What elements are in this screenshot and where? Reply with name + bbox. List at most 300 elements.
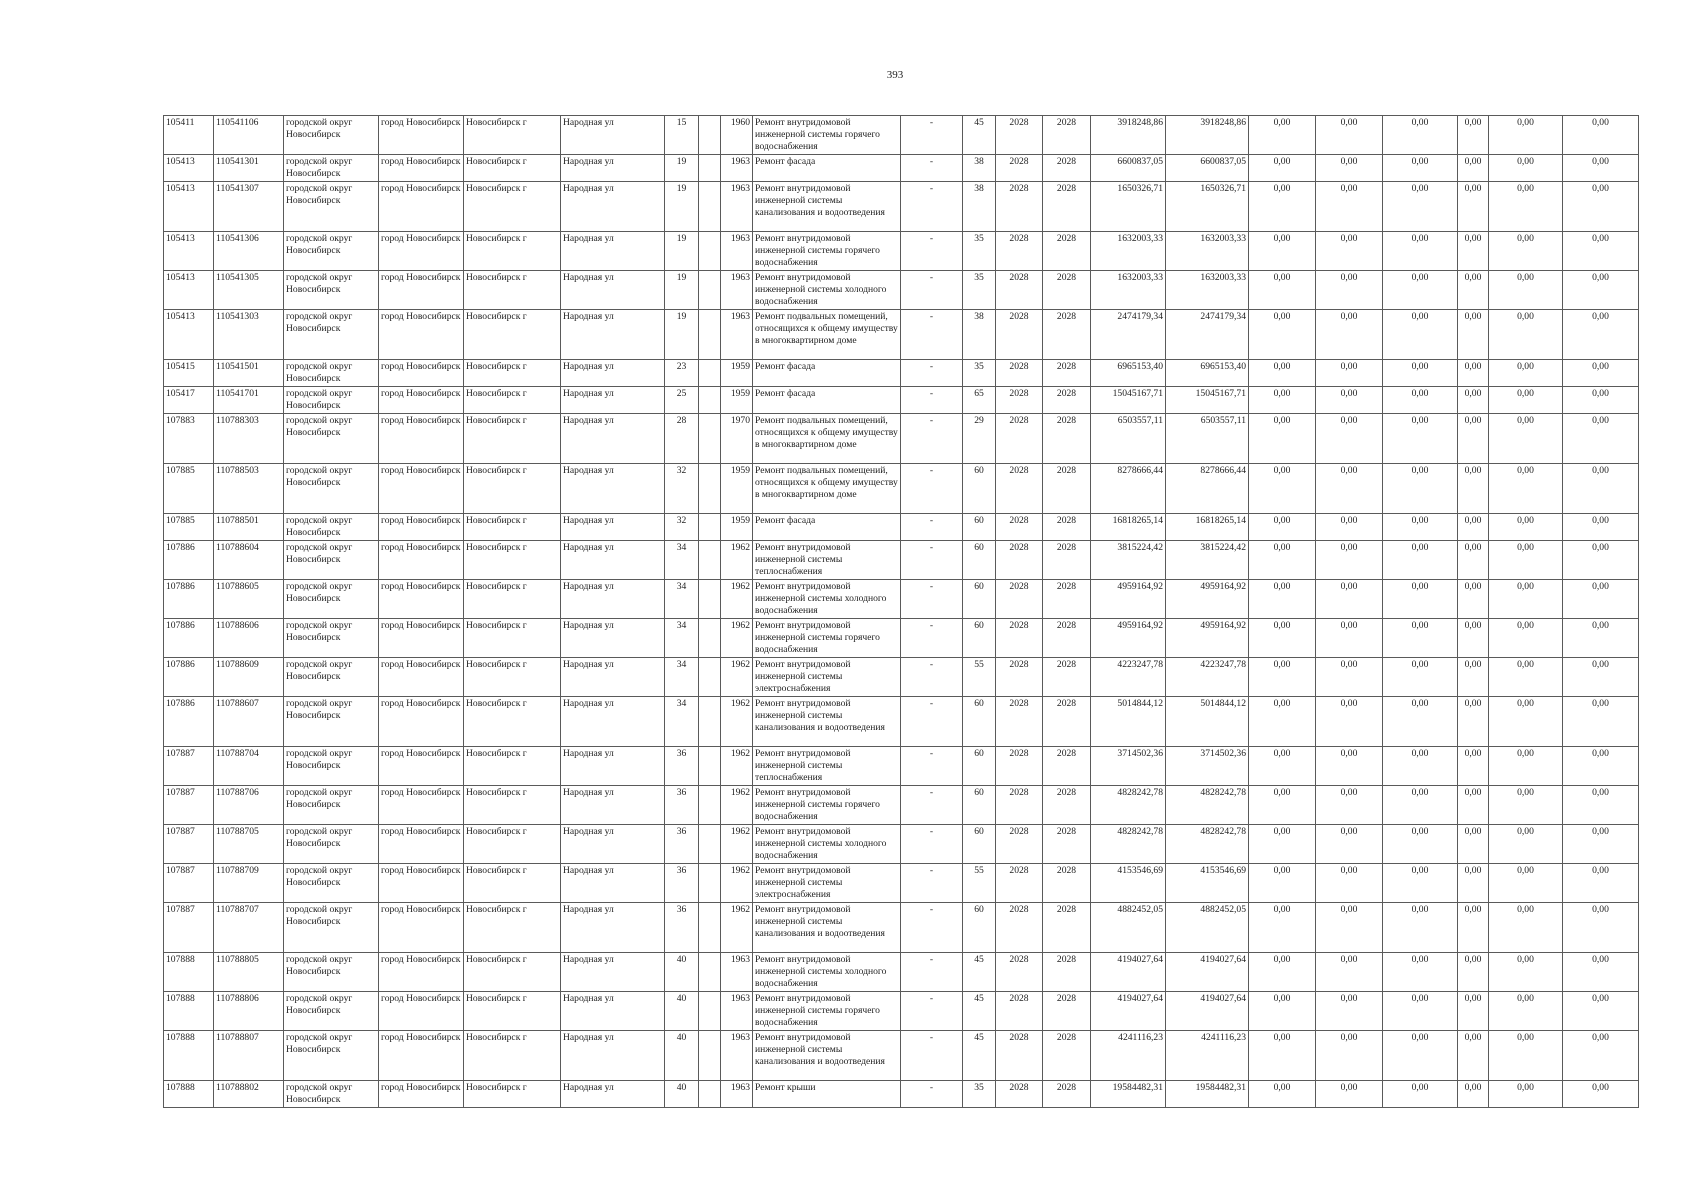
cell-budget-federal: 0,00 — [1249, 619, 1316, 658]
table-row — [164, 414, 1639, 464]
cell-municipal-district: городской округ Новосибирск — [284, 825, 379, 864]
cell-municipal-district: городской округ Новосибирск — [284, 541, 379, 580]
table-row — [164, 387, 1639, 414]
cell-housing — [699, 658, 721, 697]
cell-locality: Новосибирск г — [464, 786, 561, 825]
cell-housing — [699, 747, 721, 786]
cell-work-type: Ремонт внутридомовой инженерной системы горячего водоснабжения — [753, 116, 901, 155]
cell-budget-local: 0,00 — [1383, 992, 1458, 1031]
cell-plan-year-start: 2028 — [996, 825, 1043, 864]
cell-locality: Новосибирск г — [464, 514, 561, 541]
cell-settlement: город Новосибирск — [379, 580, 464, 619]
cell-other-source-b: 0,00 — [1563, 414, 1639, 464]
cell-plan-year-start: 2028 — [996, 864, 1043, 903]
cell-street: Народная ул — [561, 697, 665, 747]
cell-housing — [699, 464, 721, 514]
cell-other-source-b: 0,00 — [1563, 903, 1639, 953]
cell-plan-year-end: 2028 — [1043, 697, 1091, 747]
cell-locality: Новосибирск г — [464, 953, 561, 992]
cell-plan-year-end: 2028 — [1043, 953, 1091, 992]
cell-housing — [699, 514, 721, 541]
cell-wear-percent: 38 — [963, 310, 996, 360]
cell-program-id: 107887 — [164, 747, 214, 786]
cell-unit: - — [901, 1081, 963, 1108]
cell-municipal-district: городской округ Новосибирск — [284, 1031, 379, 1081]
cell-municipal-district: городской округ Новосибирск — [284, 414, 379, 464]
cell-work-id: 110541303 — [214, 310, 284, 360]
cell-other-source-b: 0,00 — [1563, 992, 1639, 1031]
cell-locality: Новосибирск г — [464, 360, 561, 387]
cell-locality: Новосибирск г — [464, 232, 561, 271]
cell-street: Народная ул — [561, 619, 665, 658]
cell-house-number: 34 — [665, 619, 699, 658]
cell-fund-cost: 4882452,05 — [1166, 903, 1249, 953]
cell-other-source-a: 0,00 — [1489, 514, 1563, 541]
cell-housing — [699, 232, 721, 271]
cell-other-source-a: 0,00 — [1489, 271, 1563, 310]
cell-budget-regional: 0,00 — [1316, 747, 1383, 786]
cell-budget-local: 0,00 — [1383, 310, 1458, 360]
cell-other-source-a: 0,00 — [1489, 864, 1563, 903]
cell-housing — [699, 310, 721, 360]
cell-street: Народная ул — [561, 747, 665, 786]
cell-other-source-b: 0,00 — [1563, 271, 1639, 310]
table-row — [164, 310, 1639, 360]
cell-locality: Новосибирск г — [464, 992, 561, 1031]
cell-total-cost: 3918248,86 — [1091, 116, 1166, 155]
cell-total-cost: 2474179,34 — [1091, 310, 1166, 360]
cell-budget-local: 0,00 — [1383, 825, 1458, 864]
cell-municipal-district: городской округ Новосибирск — [284, 182, 379, 232]
cell-budget-regional: 0,00 — [1316, 953, 1383, 992]
cell-unit: - — [901, 271, 963, 310]
cell-total-cost: 4959164,92 — [1091, 619, 1166, 658]
cell-locality: Новосибирск г — [464, 1031, 561, 1081]
cell-work-id: 110788606 — [214, 619, 284, 658]
cell-build-year: 1962 — [721, 541, 753, 580]
cell-unit: - — [901, 953, 963, 992]
cell-other-source-a: 0,00 — [1489, 414, 1563, 464]
cell-total-cost: 4223247,78 — [1091, 658, 1166, 697]
cell-street: Народная ул — [561, 541, 665, 580]
cell-fund-cost: 4223247,78 — [1166, 658, 1249, 697]
cell-total-cost: 6503557,11 — [1091, 414, 1166, 464]
cell-budget-federal: 0,00 — [1249, 786, 1316, 825]
cell-other-source-a: 0,00 — [1489, 541, 1563, 580]
cell-plan-year-start: 2028 — [996, 1031, 1043, 1081]
cell-program-id: 105413 — [164, 155, 214, 182]
cell-budget-regional: 0,00 — [1316, 697, 1383, 747]
cell-budget-local: 0,00 — [1383, 155, 1458, 182]
cell-street: Народная ул — [561, 232, 665, 271]
page-number: 393 — [886, 69, 904, 81]
cell-other-source-b: 0,00 — [1563, 116, 1639, 155]
cell-owner-funds: 0,00 — [1458, 953, 1489, 992]
cell-work-id: 110788501 — [214, 514, 284, 541]
cell-budget-federal: 0,00 — [1249, 580, 1316, 619]
cell-owner-funds: 0,00 — [1458, 541, 1489, 580]
cell-wear-percent: 60 — [963, 514, 996, 541]
cell-build-year: 1963 — [721, 182, 753, 232]
cell-budget-regional: 0,00 — [1316, 464, 1383, 514]
cell-budget-federal: 0,00 — [1249, 182, 1316, 232]
cell-locality: Новосибирск г — [464, 580, 561, 619]
cell-total-cost: 3815224,42 — [1091, 541, 1166, 580]
cell-budget-federal: 0,00 — [1249, 1081, 1316, 1108]
cell-work-id: 110788709 — [214, 864, 284, 903]
cell-build-year: 1970 — [721, 414, 753, 464]
cell-street: Народная ул — [561, 360, 665, 387]
cell-municipal-district: городской округ Новосибирск — [284, 580, 379, 619]
cell-fund-cost: 8278666,44 — [1166, 464, 1249, 514]
cell-other-source-a: 0,00 — [1489, 387, 1563, 414]
cell-budget-local: 0,00 — [1383, 464, 1458, 514]
cell-other-source-a: 0,00 — [1489, 580, 1563, 619]
cell-budget-federal: 0,00 — [1249, 953, 1316, 992]
cell-plan-year-start: 2028 — [996, 387, 1043, 414]
table-row — [164, 182, 1639, 232]
cell-plan-year-start: 2028 — [996, 580, 1043, 619]
table-row — [164, 271, 1639, 310]
cell-house-number: 32 — [665, 464, 699, 514]
cell-build-year: 1963 — [721, 953, 753, 992]
cell-owner-funds: 0,00 — [1458, 825, 1489, 864]
cell-municipal-district: городской округ Новосибирск — [284, 697, 379, 747]
cell-fund-cost: 15045167,71 — [1166, 387, 1249, 414]
cell-house-number: 36 — [665, 903, 699, 953]
cell-owner-funds: 0,00 — [1458, 786, 1489, 825]
cell-fund-cost: 16818265,14 — [1166, 514, 1249, 541]
cell-fund-cost: 3714502,36 — [1166, 747, 1249, 786]
cell-unit: - — [901, 786, 963, 825]
cell-work-id: 110788806 — [214, 992, 284, 1031]
cell-wear-percent: 60 — [963, 786, 996, 825]
cell-budget-regional: 0,00 — [1316, 619, 1383, 658]
cell-wear-percent: 45 — [963, 992, 996, 1031]
cell-budget-local: 0,00 — [1383, 541, 1458, 580]
cell-work-type: Ремонт внутридомовой инженерной системы холодного водоснабжения — [753, 825, 901, 864]
cell-plan-year-end: 2028 — [1043, 747, 1091, 786]
cell-unit: - — [901, 514, 963, 541]
cell-unit: - — [901, 1031, 963, 1081]
cell-fund-cost: 3815224,42 — [1166, 541, 1249, 580]
cell-locality: Новосибирск г — [464, 864, 561, 903]
cell-house-number: 34 — [665, 697, 699, 747]
cell-fund-cost: 19584482,31 — [1166, 1081, 1249, 1108]
cell-municipal-district: городской округ Новосибирск — [284, 786, 379, 825]
cell-work-id: 110788704 — [214, 747, 284, 786]
cell-work-id: 110541501 — [214, 360, 284, 387]
cell-locality: Новосибирск г — [464, 747, 561, 786]
cell-build-year: 1959 — [721, 387, 753, 414]
table-row — [164, 658, 1639, 697]
cell-street: Народная ул — [561, 825, 665, 864]
cell-plan-year-end: 2028 — [1043, 580, 1091, 619]
cell-settlement: город Новосибирск — [379, 232, 464, 271]
cell-other-source-a: 0,00 — [1489, 464, 1563, 514]
cell-work-type: Ремонт внутридомовой инженерной системы холодного водоснабжения — [753, 580, 901, 619]
cell-budget-local: 0,00 — [1383, 182, 1458, 232]
cell-fund-cost: 4241116,23 — [1166, 1031, 1249, 1081]
cell-housing — [699, 541, 721, 580]
cell-owner-funds: 0,00 — [1458, 1031, 1489, 1081]
cell-plan-year-start: 2028 — [996, 414, 1043, 464]
cell-work-id: 110541307 — [214, 182, 284, 232]
cell-budget-local: 0,00 — [1383, 514, 1458, 541]
cell-locality: Новосибирск г — [464, 155, 561, 182]
cell-total-cost: 4828242,78 — [1091, 825, 1166, 864]
cell-other-source-b: 0,00 — [1563, 387, 1639, 414]
cell-work-type: Ремонт фасада — [753, 360, 901, 387]
cell-fund-cost: 6503557,11 — [1166, 414, 1249, 464]
cell-work-type: Ремонт внутридомовой инженерной системы канализования и водоотведения — [753, 1031, 901, 1081]
cell-plan-year-end: 2028 — [1043, 1031, 1091, 1081]
cell-unit: - — [901, 747, 963, 786]
cell-unit: - — [901, 697, 963, 747]
cell-owner-funds: 0,00 — [1458, 360, 1489, 387]
cell-fund-cost: 4828242,78 — [1166, 825, 1249, 864]
cell-settlement: город Новосибирск — [379, 464, 464, 514]
cell-street: Народная ул — [561, 182, 665, 232]
cell-wear-percent: 60 — [963, 747, 996, 786]
cell-housing — [699, 825, 721, 864]
cell-settlement: город Новосибирск — [379, 697, 464, 747]
cell-budget-local: 0,00 — [1383, 697, 1458, 747]
cell-budget-regional: 0,00 — [1316, 786, 1383, 825]
table-row — [164, 992, 1639, 1031]
cell-program-id: 107886 — [164, 658, 214, 697]
cell-plan-year-end: 2028 — [1043, 658, 1091, 697]
cell-build-year: 1959 — [721, 514, 753, 541]
cell-total-cost: 1632003,33 — [1091, 232, 1166, 271]
cell-owner-funds: 0,00 — [1458, 271, 1489, 310]
cell-budget-regional: 0,00 — [1316, 360, 1383, 387]
cell-owner-funds: 0,00 — [1458, 116, 1489, 155]
cell-housing — [699, 580, 721, 619]
cell-plan-year-start: 2028 — [996, 116, 1043, 155]
cell-build-year: 1963 — [721, 310, 753, 360]
cell-work-id: 110788303 — [214, 414, 284, 464]
cell-build-year: 1962 — [721, 864, 753, 903]
cell-work-type: Ремонт крыши — [753, 1081, 901, 1108]
table-row — [164, 619, 1639, 658]
cell-wear-percent: 60 — [963, 825, 996, 864]
cell-total-cost: 6965153,40 — [1091, 360, 1166, 387]
cell-house-number: 36 — [665, 786, 699, 825]
cell-wear-percent: 45 — [963, 953, 996, 992]
cell-budget-regional: 0,00 — [1316, 414, 1383, 464]
cell-budget-regional: 0,00 — [1316, 541, 1383, 580]
cell-unit: - — [901, 182, 963, 232]
cell-fund-cost: 6600837,05 — [1166, 155, 1249, 182]
cell-plan-year-end: 2028 — [1043, 786, 1091, 825]
cell-plan-year-end: 2028 — [1043, 514, 1091, 541]
cell-settlement: город Новосибирск — [379, 514, 464, 541]
cell-budget-federal: 0,00 — [1249, 155, 1316, 182]
cell-wear-percent: 60 — [963, 619, 996, 658]
cell-total-cost: 5014844,12 — [1091, 697, 1166, 747]
cell-budget-regional: 0,00 — [1316, 1081, 1383, 1108]
cell-program-id: 107886 — [164, 697, 214, 747]
cell-wear-percent: 38 — [963, 182, 996, 232]
cell-house-number: 40 — [665, 953, 699, 992]
cell-locality: Новосибирск г — [464, 541, 561, 580]
cell-house-number: 40 — [665, 1031, 699, 1081]
table-row — [164, 953, 1639, 992]
cell-street: Народная ул — [561, 580, 665, 619]
cell-build-year: 1960 — [721, 116, 753, 155]
table-row — [164, 747, 1639, 786]
cell-work-type: Ремонт внутридомовой инженерной системы электроснабжения — [753, 658, 901, 697]
cell-plan-year-start: 2028 — [996, 697, 1043, 747]
cell-other-source-a: 0,00 — [1489, 116, 1563, 155]
cell-fund-cost: 1632003,33 — [1166, 232, 1249, 271]
cell-budget-federal: 0,00 — [1249, 116, 1316, 155]
cell-work-type: Ремонт подвальных помещений, относящихся к общему имуществу в многоквартирном доме — [753, 464, 901, 514]
cell-unit: - — [901, 155, 963, 182]
cell-plan-year-end: 2028 — [1043, 414, 1091, 464]
cell-plan-year-end: 2028 — [1043, 864, 1091, 903]
cell-plan-year-end: 2028 — [1043, 182, 1091, 232]
cell-total-cost: 4153546,69 — [1091, 864, 1166, 903]
cell-locality: Новосибирск г — [464, 271, 561, 310]
cell-other-source-b: 0,00 — [1563, 747, 1639, 786]
cell-housing — [699, 271, 721, 310]
cell-plan-year-start: 2028 — [996, 953, 1043, 992]
cell-house-number: 32 — [665, 514, 699, 541]
cell-plan-year-start: 2028 — [996, 271, 1043, 310]
cell-budget-federal: 0,00 — [1249, 992, 1316, 1031]
cell-municipal-district: городской округ Новосибирск — [284, 1081, 379, 1108]
cell-municipal-district: городской округ Новосибирск — [284, 903, 379, 953]
cell-locality: Новосибирск г — [464, 464, 561, 514]
cell-build-year: 1963 — [721, 992, 753, 1031]
cell-unit: - — [901, 310, 963, 360]
cell-settlement: город Новосибирск — [379, 271, 464, 310]
cell-budget-federal: 0,00 — [1249, 514, 1316, 541]
cell-budget-federal: 0,00 — [1249, 414, 1316, 464]
table-row — [164, 360, 1639, 387]
cell-budget-regional: 0,00 — [1316, 182, 1383, 232]
table-row — [164, 697, 1639, 747]
cell-other-source-b: 0,00 — [1563, 1081, 1639, 1108]
cell-program-id: 107887 — [164, 864, 214, 903]
cell-locality: Новосибирск г — [464, 825, 561, 864]
cell-locality: Новосибирск г — [464, 697, 561, 747]
cell-fund-cost: 4959164,92 — [1166, 580, 1249, 619]
cell-wear-percent: 60 — [963, 464, 996, 514]
cell-other-source-a: 0,00 — [1489, 903, 1563, 953]
cell-other-source-b: 0,00 — [1563, 619, 1639, 658]
cell-budget-local: 0,00 — [1383, 1031, 1458, 1081]
cell-other-source-a: 0,00 — [1489, 992, 1563, 1031]
cell-budget-federal: 0,00 — [1249, 464, 1316, 514]
cell-other-source-a: 0,00 — [1489, 786, 1563, 825]
cell-program-id: 107888 — [164, 953, 214, 992]
cell-other-source-a: 0,00 — [1489, 1031, 1563, 1081]
cell-fund-cost: 1632003,33 — [1166, 271, 1249, 310]
cell-plan-year-start: 2028 — [996, 903, 1043, 953]
cell-plan-year-start: 2028 — [996, 1081, 1043, 1108]
cell-unit: - — [901, 864, 963, 903]
cell-house-number: 19 — [665, 232, 699, 271]
cell-plan-year-start: 2028 — [996, 232, 1043, 271]
table-row — [164, 786, 1639, 825]
cell-municipal-district: городской округ Новосибирск — [284, 310, 379, 360]
cell-owner-funds: 0,00 — [1458, 464, 1489, 514]
cell-locality: Новосибирск г — [464, 619, 561, 658]
cell-unit: - — [901, 658, 963, 697]
cell-settlement: город Новосибирск — [379, 310, 464, 360]
cell-total-cost: 4194027,64 — [1091, 992, 1166, 1031]
cell-budget-local: 0,00 — [1383, 1081, 1458, 1108]
cell-locality: Новосибирск г — [464, 182, 561, 232]
cell-fund-cost: 4959164,92 — [1166, 619, 1249, 658]
cell-work-type: Ремонт внутридомовой инженерной системы горячего водоснабжения — [753, 232, 901, 271]
cell-work-id: 110788607 — [214, 697, 284, 747]
cell-total-cost: 1632003,33 — [1091, 271, 1166, 310]
cell-settlement: город Новосибирск — [379, 387, 464, 414]
cell-work-type: Ремонт внутридомовой инженерной системы электроснабжения — [753, 864, 901, 903]
cell-municipal-district: городской округ Новосибирск — [284, 387, 379, 414]
cell-other-source-a: 0,00 — [1489, 697, 1563, 747]
cell-build-year: 1962 — [721, 786, 753, 825]
cell-unit: - — [901, 414, 963, 464]
cell-owner-funds: 0,00 — [1458, 658, 1489, 697]
cell-budget-regional: 0,00 — [1316, 310, 1383, 360]
cell-budget-regional: 0,00 — [1316, 658, 1383, 697]
cell-budget-regional: 0,00 — [1316, 864, 1383, 903]
cell-build-year: 1963 — [721, 1031, 753, 1081]
cell-budget-local: 0,00 — [1383, 232, 1458, 271]
cell-program-id: 105415 — [164, 360, 214, 387]
cell-housing — [699, 992, 721, 1031]
cell-plan-year-start: 2028 — [996, 992, 1043, 1031]
cell-plan-year-end: 2028 — [1043, 903, 1091, 953]
cell-housing — [699, 864, 721, 903]
cell-wear-percent: 55 — [963, 658, 996, 697]
cell-plan-year-start: 2028 — [996, 310, 1043, 360]
cell-house-number: 28 — [665, 414, 699, 464]
cell-program-id: 107885 — [164, 464, 214, 514]
cell-settlement: город Новосибирск — [379, 182, 464, 232]
cell-wear-percent: 35 — [963, 232, 996, 271]
cell-house-number: 34 — [665, 580, 699, 619]
cell-program-id: 105413 — [164, 310, 214, 360]
cell-locality: Новосибирск г — [464, 116, 561, 155]
cell-municipal-district: городской округ Новосибирск — [284, 464, 379, 514]
cell-build-year: 1962 — [721, 697, 753, 747]
cell-build-year: 1963 — [721, 232, 753, 271]
cell-work-id: 110788707 — [214, 903, 284, 953]
cell-unit: - — [901, 360, 963, 387]
table-row — [164, 1081, 1639, 1108]
cell-budget-local: 0,00 — [1383, 360, 1458, 387]
cell-settlement: город Новосибирск — [379, 1081, 464, 1108]
cell-street: Народная ул — [561, 310, 665, 360]
cell-other-source-a: 0,00 — [1489, 155, 1563, 182]
cell-owner-funds: 0,00 — [1458, 619, 1489, 658]
cell-plan-year-end: 2028 — [1043, 310, 1091, 360]
cell-house-number: 34 — [665, 541, 699, 580]
cell-unit: - — [901, 580, 963, 619]
cell-work-type: Ремонт внутридомовой инженерной системы канализования и водоотведения — [753, 697, 901, 747]
cell-other-source-b: 0,00 — [1563, 825, 1639, 864]
cell-other-source-a: 0,00 — [1489, 182, 1563, 232]
cell-settlement: город Новосибирск — [379, 903, 464, 953]
cell-other-source-a: 0,00 — [1489, 310, 1563, 360]
cell-fund-cost: 5014844,12 — [1166, 697, 1249, 747]
